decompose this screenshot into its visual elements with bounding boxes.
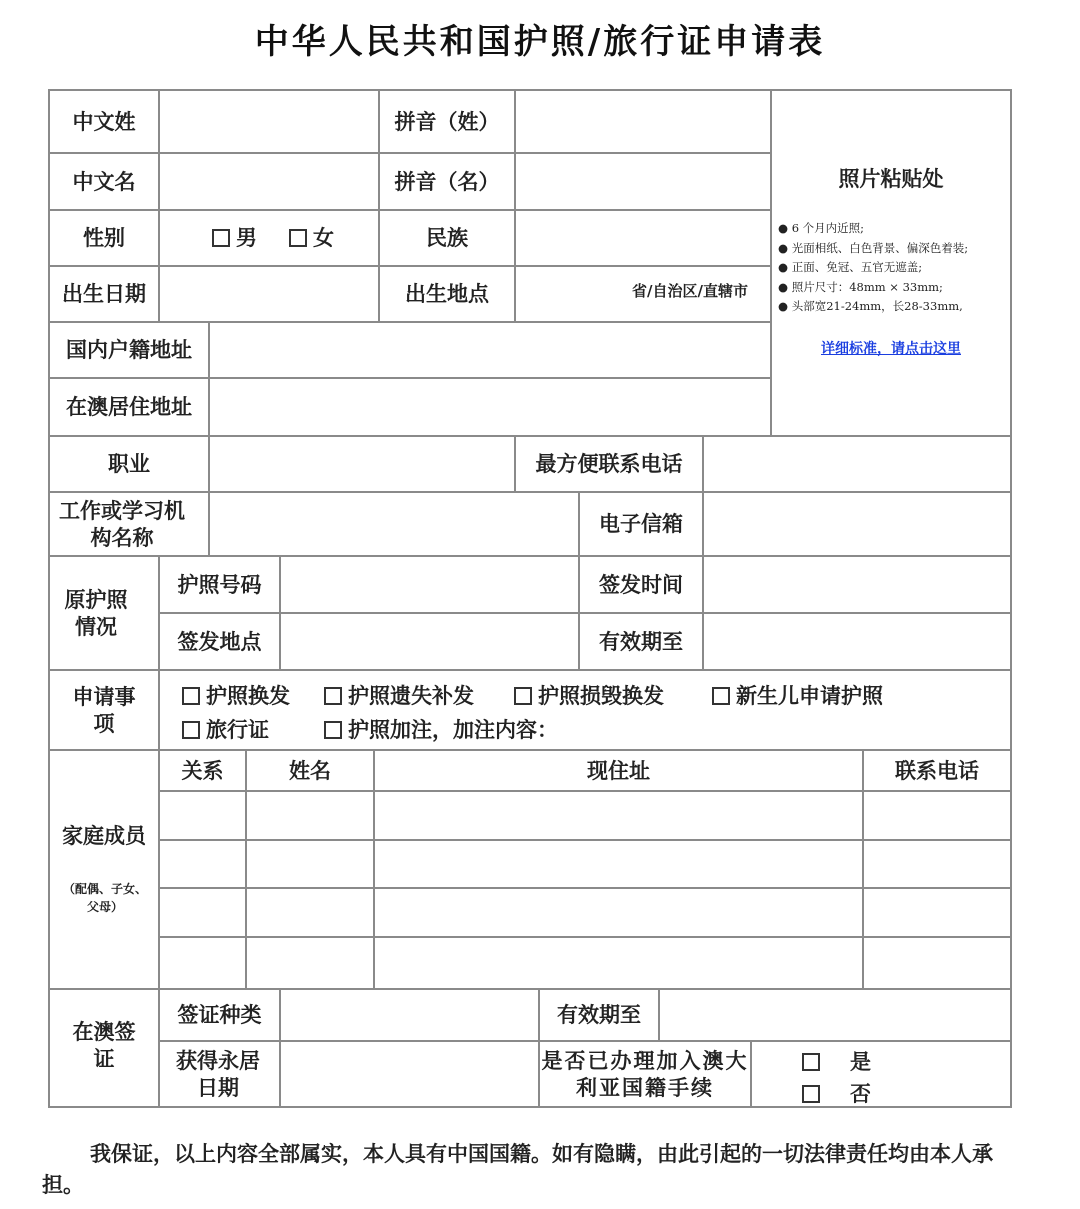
photo-standard-link[interactable]: 详细标准，请点击这里 (821, 341, 961, 357)
domestic-address-input[interactable] (210, 323, 770, 377)
given-cn-input[interactable] (160, 154, 378, 209)
surname-pinyin-input[interactable] (516, 91, 770, 152)
option-travel-document[interactable]: 旅行证 (182, 714, 269, 744)
birth-place-suffix: 省/自治区/直辖市 (632, 282, 748, 300)
family-section-label: 家庭成员 (62, 823, 146, 849)
issue-place-label: 签发地点 (177, 628, 262, 654)
option-renewal[interactable]: 护照换发 (182, 680, 290, 710)
photo-requirement: ● 照片尺寸：48mm × 33mm; (778, 279, 943, 294)
surname-pinyin-label: 拼音（姓） (394, 108, 500, 134)
photo-requirement: ● 正面、免冠、五官无遮盖; (778, 260, 923, 274)
application-section-label: 申请事项 (72, 683, 136, 736)
passport-number-label: 护照号码 (177, 571, 262, 597)
birth-date-input[interactable] (160, 267, 378, 321)
given-pinyin-label: 拼音（名） (394, 168, 500, 194)
endorsement-checkbox[interactable] (324, 721, 342, 739)
option-lost[interactable]: 护照遗失补发 (324, 680, 474, 710)
gender-female-option[interactable] (289, 222, 334, 252)
form-title: 中华人民共和国护照/旅行证申请表 (254, 22, 826, 62)
passport-section-label: 原护照情况 (64, 586, 128, 639)
visa-expiry-label: 有效期至 (557, 1002, 641, 1028)
family-header-relation: 关系 (181, 757, 224, 783)
occupation-input[interactable] (210, 437, 514, 491)
citizenship-yes-option[interactable] (802, 1046, 871, 1076)
yes-checkbox[interactable] (802, 1053, 820, 1071)
family-header-address: 现住址 (587, 757, 650, 783)
no-label: 否 (850, 1081, 871, 1106)
travel-document-checkbox[interactable] (182, 721, 200, 739)
surname-cn-label: 中文姓 (72, 108, 136, 134)
family-row[interactable] (160, 889, 1010, 936)
email-label: 电子信箱 (599, 511, 683, 537)
visa-expiry-input[interactable] (660, 990, 1010, 1040)
lost-checkbox[interactable] (324, 687, 342, 705)
male-checkbox[interactable] (212, 229, 230, 247)
renewal-checkbox[interactable] (182, 687, 200, 705)
option-damaged[interactable]: 护照损毁换发 (514, 680, 664, 710)
family-row[interactable] (160, 841, 1010, 887)
visa-section-label: 在澳签证 (72, 1018, 136, 1071)
photo-requirement: ● 光面相纸、白色背景、偏深色着装; (778, 240, 969, 255)
domestic-address-label: 国内户籍地址 (66, 337, 192, 363)
family-header-phone: 联系电话 (895, 757, 979, 783)
surname-cn-input[interactable] (160, 91, 378, 152)
family-note: （配偶、子女、父母） (62, 882, 147, 914)
gender-male-option[interactable] (212, 222, 257, 252)
issue-date-input[interactable] (704, 557, 1010, 612)
email-input[interactable] (704, 493, 1010, 555)
option-endorsement[interactable]: 护照加注，加注内容： (324, 714, 558, 744)
pr-date-input[interactable] (281, 1042, 538, 1106)
damaged-checkbox[interactable] (514, 687, 532, 705)
photo-requirements (778, 219, 968, 317)
pr-date-label: 获得永居日期 (176, 1047, 260, 1100)
visa-type-input[interactable] (281, 990, 538, 1040)
issue-date-label: 签发时间 (599, 571, 683, 597)
phone-input[interactable] (704, 437, 1010, 491)
employer-input[interactable] (210, 493, 578, 555)
given-pinyin-input[interactable] (516, 154, 770, 209)
birth-place-label: 出生地点 (405, 281, 489, 307)
photo-requirement: ● 头部宽21-24mm，长28-33mm, (778, 299, 963, 313)
visa-type-label: 签证种类 (177, 1002, 262, 1028)
occupation-label: 职业 (108, 451, 150, 477)
family-header-name: 姓名 (289, 757, 331, 783)
ethnicity-label: 民族 (426, 225, 468, 251)
passport-number-input[interactable] (281, 557, 578, 612)
female-checkbox[interactable] (289, 229, 307, 247)
phone-label: 最方便联系电话 (535, 451, 683, 477)
declaration-statement: 我保证，以上内容全部属实，本人具有中国国籍。如有隐瞒，由此引起的一切法律责任均由本人承担。 (42, 1141, 993, 1197)
photo-area (772, 91, 1010, 435)
given-cn-label: 中文名 (72, 168, 136, 194)
issue-place-input[interactable] (281, 614, 578, 669)
female-label: 女 (313, 225, 334, 250)
photo-title: 照片粘贴处 (838, 166, 944, 191)
employer-label: 工作或学习机构名称 (59, 497, 185, 550)
passport-expiry-label: 有效期至 (599, 628, 683, 654)
gender-label: 性别 (83, 225, 125, 251)
australia-address-label: 在澳居住地址 (66, 394, 192, 420)
australia-address-input[interactable] (210, 379, 770, 435)
photo-requirement: ● 6 个月内近照; (778, 221, 865, 235)
citizenship-no-option[interactable] (802, 1078, 871, 1108)
citizenship-label: 是否已办理加入澳大利亚国籍手续 (541, 1047, 749, 1100)
birth-date-label: 出生日期 (62, 281, 146, 307)
option-newborn[interactable]: 新生儿申请护照 (712, 680, 883, 710)
male-label: 男 (236, 225, 257, 250)
newborn-checkbox[interactable] (712, 687, 730, 705)
yes-label: 是 (850, 1049, 871, 1074)
family-row[interactable] (160, 938, 1010, 988)
passport-expiry-input[interactable] (704, 614, 1010, 669)
ethnicity-input[interactable] (516, 211, 770, 265)
no-checkbox[interactable] (802, 1085, 820, 1103)
family-row[interactable] (160, 792, 1010, 839)
